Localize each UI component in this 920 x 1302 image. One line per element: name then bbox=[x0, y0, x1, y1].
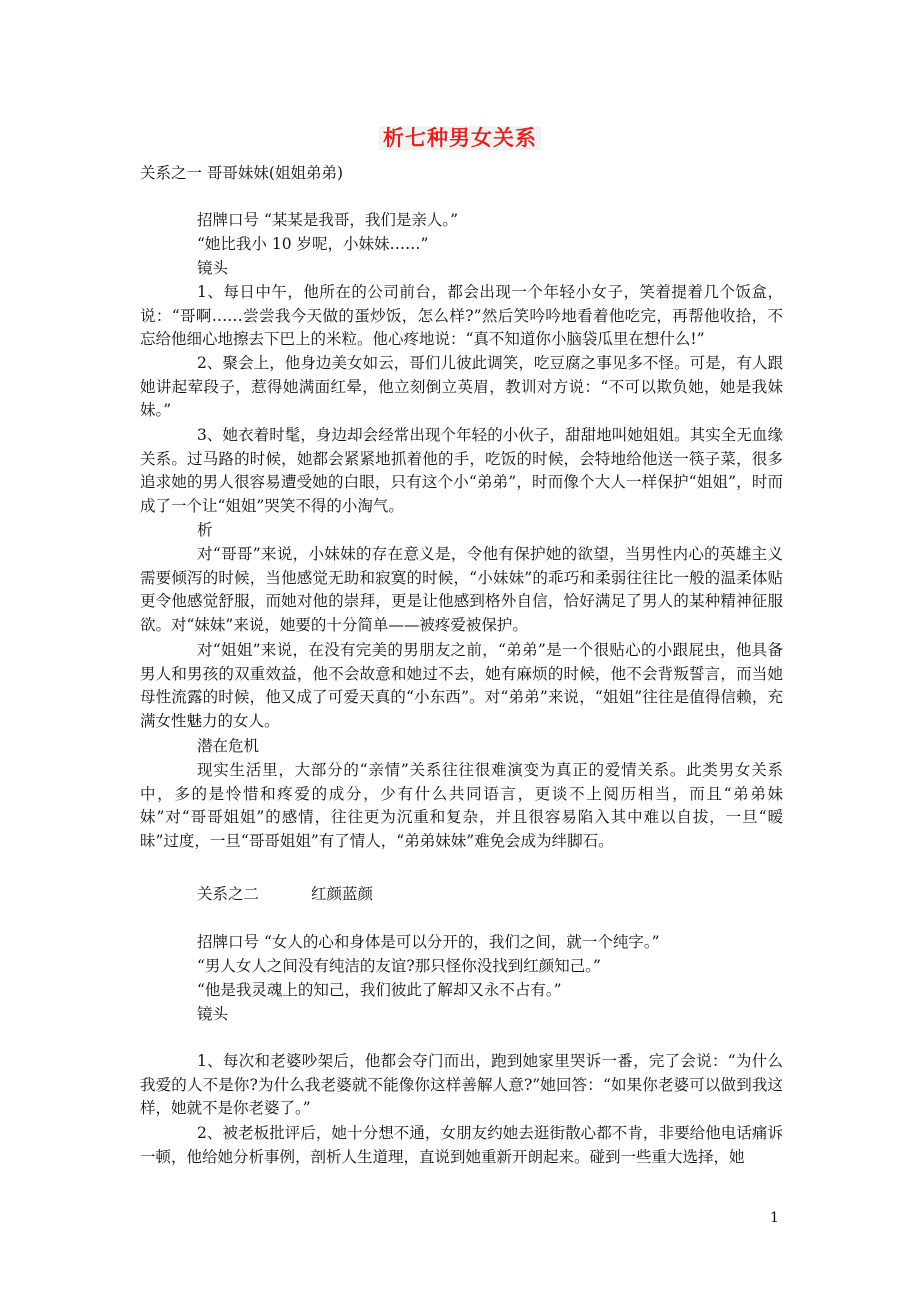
section1-slogan-line2: “她比我小 10 岁呢，小妹妹……” bbox=[197, 235, 429, 253]
section1-scene-paragraph-1: 1、每日中午，他所在的公司前台，都会出现一个年轻小女子，笑着提着几个饭盒，说：“哥啊……尝尝我今天做的蛋炒饭，怎么样?”然后笑吟吟地看着他吃完，再帮他收拾，不忘给他细心地擦去下巴上的米粒。他心疼地说：“真不知道你小脑袋瓜里在想什么!” bbox=[140, 283, 783, 348]
section2-scene-paragraph-2: 2、被老板批评后，她十分想不通，女朋友约她去逛街散心都不肯，非要给他电话痛诉一顿，他给她分析事例，剖析人生道理，直说到她重新开朗起来。碰到一些重大选择，她 bbox=[140, 1124, 783, 1166]
section1-slogan-line1: 招牌口号 “某某是我哥，我们是亲人。” bbox=[197, 211, 459, 229]
section1-analysis-paragraph-1: 对“哥哥”来说，小妹妹的存在意义是，令他有保护她的欲望，当男性内心的英雄主义需要倾泻的时候，当他感觉无助和寂寞的时候，“小妹妹”的乖巧和柔弱往往比一般的温柔体贴更令他感觉舒服，而她对他的崇拜，更是让他感到格外自信，恰好满足了男人的某种精神征服欲。对“妹妹”来说，她要的十分简单——被疼爱被保护。 bbox=[140, 545, 783, 634]
section1-risk-label: 潜在危机 bbox=[197, 737, 260, 755]
document-title: 析七种男女关系 bbox=[0, 122, 920, 152]
page-number: 1 bbox=[770, 1210, 779, 1226]
section2-heading: 关系之二 红颜蓝颜 bbox=[197, 885, 374, 903]
section1-scene-paragraph-3: 3、她衣着时髦，身边却会经常出现个年轻的小伙子，甜甜地叫她姐姐。其实全无血缘关系。过马路的时候，她都会紧紧地抓着他的手，吃饭的时候，会特地给他送一筷子菜，很多追求她的男人很容易遭受她的白眼，只有这个小“弟弟”，时而像个大人一样保护“姐姐”，时而成了一个让“姐姐”哭笑不得的小淘气。 bbox=[140, 426, 783, 515]
section1-analysis-paragraph-2: 对“姐姐”来说，在没有完美的男朋友之前，“弟弟”是一个很贴心的小跟屁虫，他具备男人和男孩的双重效益，他不会故意和她过不去，她有麻烦的时候，他不会背叛誓言，而当她母性流露的时候，他又成了可爱天真的“小东西”。对“弟弟”来说，“姐姐”往往是值得信赖，充满女性魅力的女人。 bbox=[140, 641, 783, 730]
section2-slogan-line1: 招牌口号 “女人的心和身体是可以分开的，我们之间，就一个纯字。” bbox=[197, 933, 660, 951]
section1-risk-paragraph: 现实生活里，大部分的“亲情”关系往往很难演变为真正的爱情关系。此类男女关系中，多的是怜惜和疼爱的成分，少有什么共同语言，更谈不上阅历相当，而且“弟弟妹妹”对“哥哥姐姐”的感情，往往更为沉重和复杂，并且很容易陷入其中难以自拔，一旦“暧昧”过度，一旦“哥哥姐姐”有了情人，“弟弟妹妹”难免会成为绊脚石。 bbox=[140, 761, 783, 850]
section1-scene-paragraph-2: 2、聚会上，他身边美女如云，哥们儿彼此调笑，吃豆腐之事见多不怪。可是，有人跟她讲起荤段子，惹得她满面红晕，他立刻倒立英眉，教训对方说：“不可以欺负她，她是我妹妹。” bbox=[140, 354, 783, 419]
section2-scene-label: 镜头 bbox=[197, 1005, 229, 1023]
section2-slogan-line2: “男人女人之间没有纯洁的友谊?那只怪你没找到红颜知己。” bbox=[197, 957, 601, 975]
section2-slogan-line3: “他是我灵魂上的知己，我们彼此了解却又永不占有。” bbox=[197, 981, 562, 999]
section1-heading: 关系之一 哥哥妹妹(姐姐弟弟) bbox=[140, 164, 344, 182]
section2-scene-paragraph-1: 1、每次和老婆吵架后，他都会夺门而出，跑到她家里哭诉一番，完了会说：“为什么我爱的人不是你?为什么我老婆就不能像你这样善解人意?”她回答：“如果你老婆可以做到我这样，她就不是你老婆了。” bbox=[140, 1052, 783, 1117]
section1-scene-label: 镜头 bbox=[197, 259, 229, 277]
section1-analysis-label: 析 bbox=[197, 521, 213, 539]
